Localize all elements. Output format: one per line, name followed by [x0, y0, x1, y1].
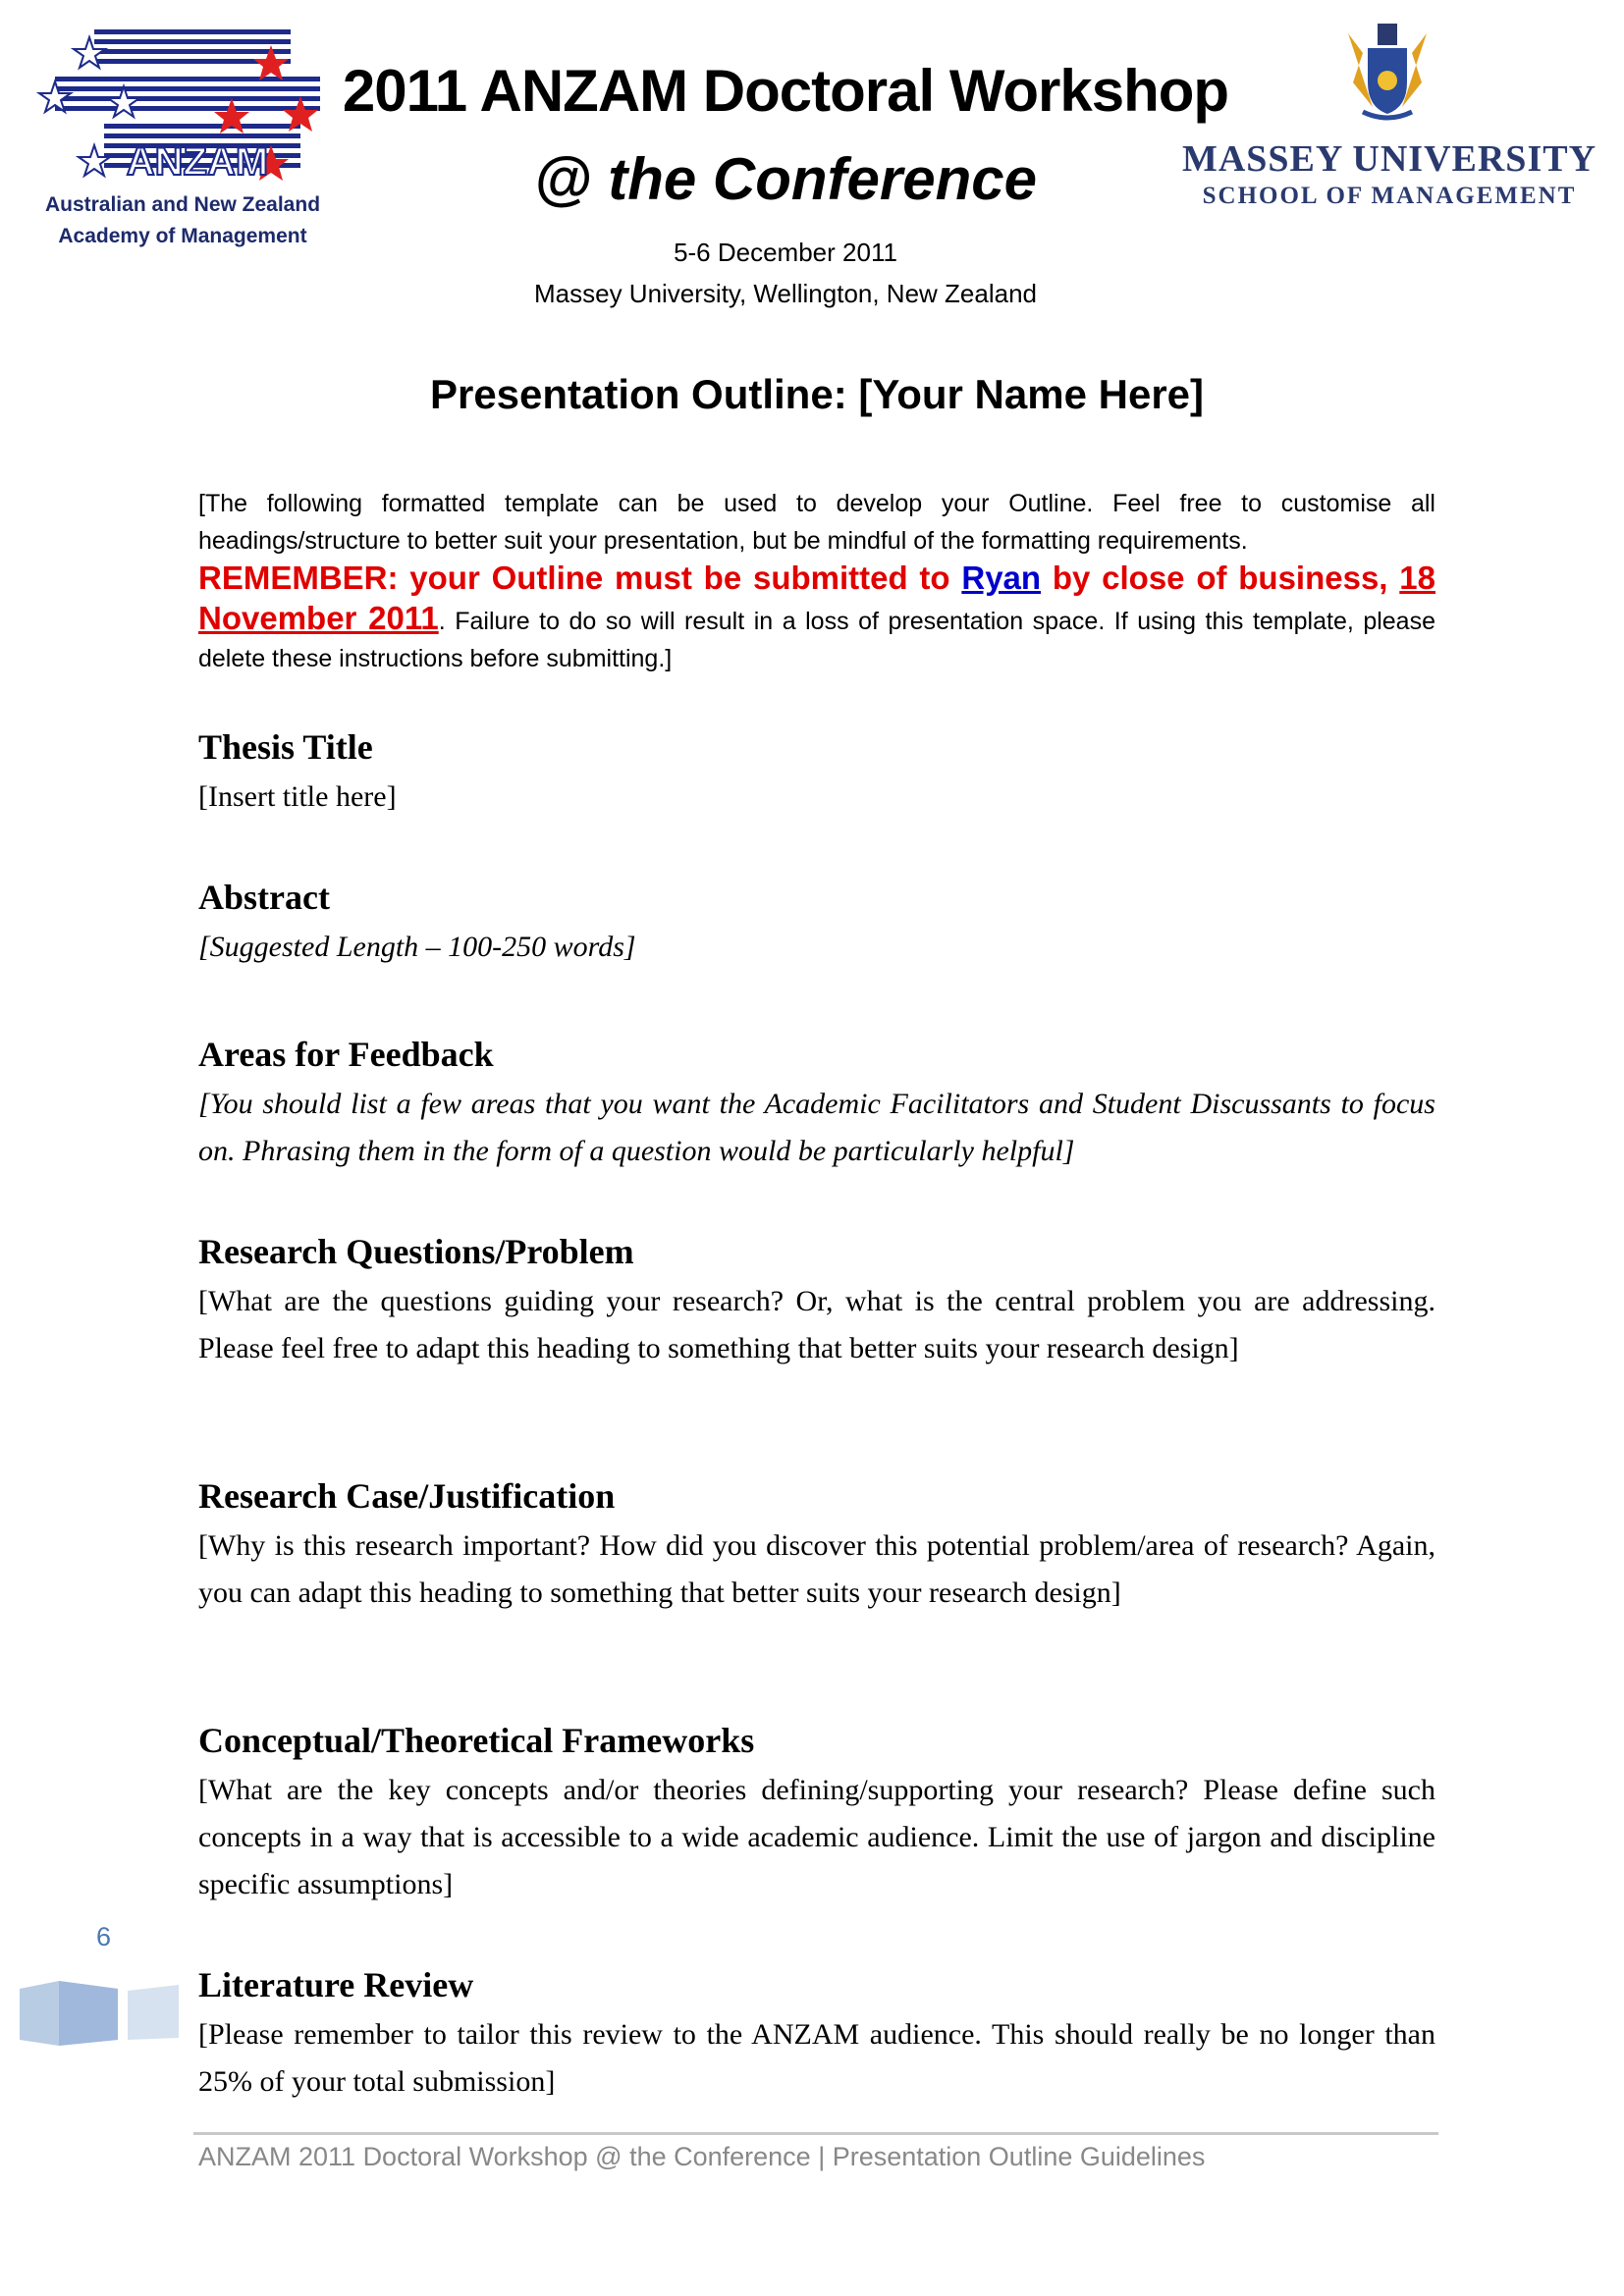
anzam-stripes-stars-icon	[35, 27, 330, 185]
instructions-tail: . Failure to do so will result in a loss of presentation space. If using this template, please delete these instructions before submitting.]	[198, 608, 1435, 672]
section-body: [Insert title here]	[198, 780, 397, 813]
remember-mid: by close of business,	[1041, 560, 1400, 596]
section-body: [Please remember to tailor this review to the ANZAM audience. This should really be no longer than 25% of your total submission]	[198, 2018, 1435, 2098]
page-decoration-icon	[20, 1981, 179, 2051]
section-heading: Areas for Feedback	[198, 1035, 494, 1074]
footer-text: ANZAM 2011 Doctoral Workshop @ the Conference | Presentation Outline Guidelines	[198, 2142, 1206, 2171]
workshop-date: 5-6 December 2011	[674, 238, 897, 267]
section-body: [What are the key concepts and/or theories defining/supporting your research? Please define such concepts in a way that is accessible to a wide academic audience. Limit the use of jargon and discipline specific assumptions]	[198, 1774, 1435, 1900]
section-heading: Research Questions/Problem	[198, 1232, 634, 1271]
section-research-case	[198, 1473, 1435, 1617]
anzam-logo-line1: Australian and New Zealand	[44, 193, 321, 216]
section-thesis-title	[198, 724, 1435, 821]
section-heading: Abstract	[198, 878, 330, 917]
footer-divider	[193, 2132, 1438, 2135]
anzam-logo-acronym: ANZAM	[126, 140, 269, 184]
ryan-link[interactable]: Ryan	[961, 560, 1042, 596]
section-heading: Research Case/Justification	[198, 1476, 616, 1516]
section-heading: Thesis Title	[198, 727, 373, 767]
page-number: 6	[96, 1922, 112, 1951]
instructions	[198, 485, 1435, 677]
massey-logo-line1: MASSEY UNIVERSITY	[1181, 138, 1597, 180]
section-literature-review	[198, 1962, 1435, 2106]
section-body: [What are the questions guiding your research? Or, what is the central problem you are addressing. Please feel free to adapt this heading to something that better suits your research design]	[198, 1285, 1435, 1364]
section-heading: Literature Review	[198, 1965, 474, 2004]
massey-logo-text	[1159, 137, 1620, 210]
workshop-venue: Massey University, Wellington, New Zealand	[533, 279, 1037, 308]
remember-pre: REMEMBER: your Outline must be submitted to	[198, 560, 962, 596]
section-frameworks	[198, 1718, 1435, 1908]
workshop-title: 2011 ANZAM Doctoral Workshop	[342, 58, 1229, 124]
anzam-logo-line2: Academy of Management	[58, 225, 307, 247]
instructions-intro: [The following formatted template can be used to develop your Outline. Feel free to customise all headings/structure to better suit your presentation, but be mindful of the formatting requirements.	[198, 490, 1435, 555]
deadline-date: 18 November 2011	[198, 560, 1435, 636]
massey-logo-line2: SCHOOL OF MANAGEMENT	[1202, 183, 1577, 209]
section-body: [You should list a few areas that you want the Academic Facilitators and Student Discussants to focus on. Phrasing them in the form of a question would be particularly helpful]	[198, 1088, 1435, 1167]
anzam-logo	[35, 27, 330, 247]
massey-crest-icon	[1333, 14, 1441, 127]
section-abstract	[198, 875, 1435, 971]
section-areas-for-feedback	[198, 1032, 1435, 1175]
section-body: [Suggested Length – 100-250 words]	[198, 931, 636, 963]
section-research-questions	[198, 1229, 1435, 1372]
section-body: [Why is this research important? How did you discover this potential problem/area of research? Again, you can adapt this heading to something that better suits your research design]	[198, 1529, 1435, 1609]
page-title: Presentation Outline: [Your Name Here]	[429, 371, 1205, 417]
section-heading: Conceptual/Theoretical Frameworks	[198, 1721, 755, 1760]
workshop-subtitle: @ the Conference	[534, 146, 1037, 212]
